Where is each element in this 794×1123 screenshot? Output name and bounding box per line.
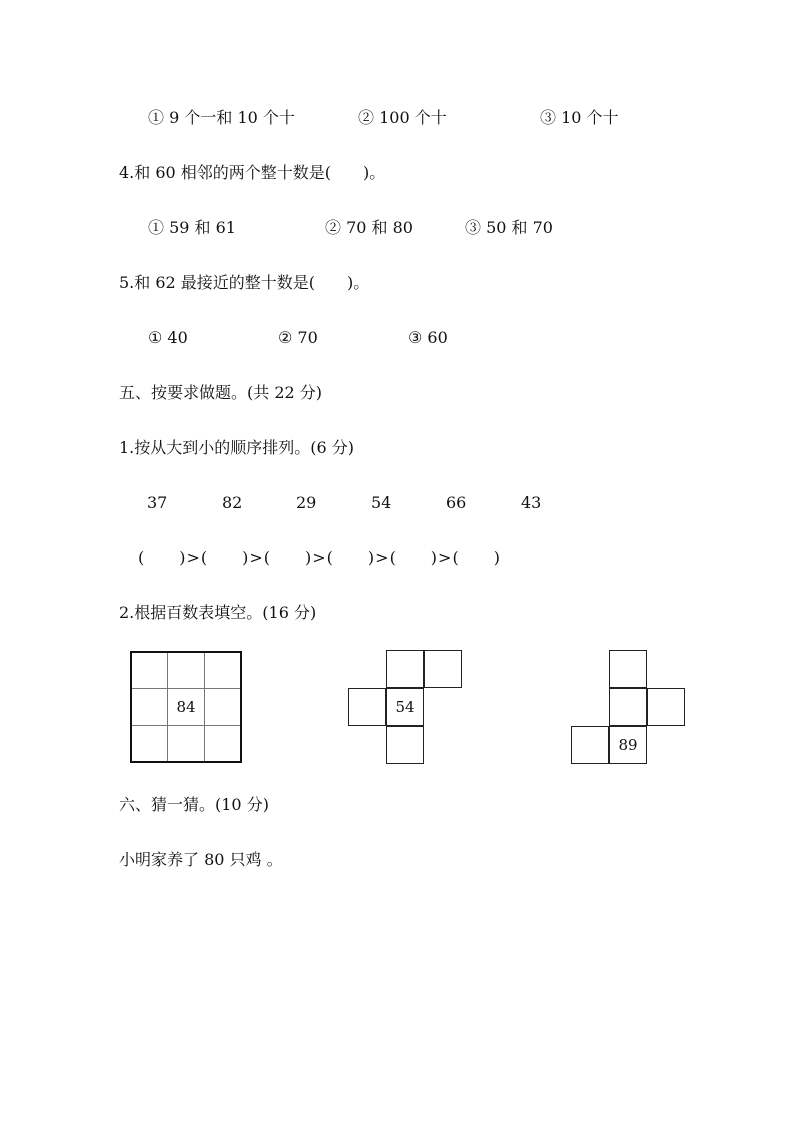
grid-cell: [386, 650, 424, 688]
grid-cell-center: 54: [386, 688, 424, 726]
number-item: 29: [296, 493, 317, 512]
q3-option-1: ① 9 个一和 10 个十: [148, 108, 295, 127]
grid-cell: [609, 688, 647, 726]
section-6-text: 小明家养了 80 只鸡 。: [119, 850, 283, 869]
q5-option-2: ② 70: [278, 328, 318, 347]
number-item: 66: [446, 493, 467, 512]
q5-option-1: ① 40: [148, 328, 188, 347]
grid-cell: [386, 726, 424, 764]
grid-cell: [348, 688, 386, 726]
section-5-title: 五、按要求做题。(共 22 分): [119, 383, 323, 402]
section-6-title: 六、猜一猜。(10 分): [119, 795, 269, 814]
section-5-question-2: 2.根据百数表填空。(16 分): [119, 603, 317, 622]
grid-cell: [609, 650, 647, 688]
grid-cell: [424, 650, 462, 688]
q4-option-1: ① 59 和 61: [148, 218, 236, 237]
q3-option-3: ③ 10 个十: [540, 108, 619, 127]
q4-option-3: ③ 50 和 70: [465, 218, 553, 237]
grid-cell-center: 84: [167, 688, 205, 726]
order-blanks: ( )>( )>( )>( )>( )>( ): [138, 548, 501, 567]
number-item: 43: [521, 493, 542, 512]
question-4: 4.和 60 相邻的两个整十数是( )。: [119, 163, 386, 182]
question-5: 5.和 62 最接近的整十数是( )。: [119, 273, 370, 292]
grid-cell: [571, 726, 609, 764]
hundred-grid-1: [130, 651, 241, 762]
q4-option-2: ② 70 和 80: [325, 218, 413, 237]
grid-outer-border: [130, 651, 242, 763]
q3-option-2: ② 100 个十: [358, 108, 447, 127]
number-item: 82: [222, 493, 243, 512]
section-5-question-1: 1.按从大到小的顺序排列。(6 分): [119, 438, 355, 457]
hundred-grid-2: [348, 650, 464, 766]
hundred-grid-3: [571, 650, 687, 766]
q5-option-3: ③ 60: [408, 328, 448, 347]
grid-cell: [647, 688, 685, 726]
number-item: 54: [371, 493, 392, 512]
grid-cell-value: 89: [609, 726, 647, 764]
number-item: 37: [147, 493, 168, 512]
